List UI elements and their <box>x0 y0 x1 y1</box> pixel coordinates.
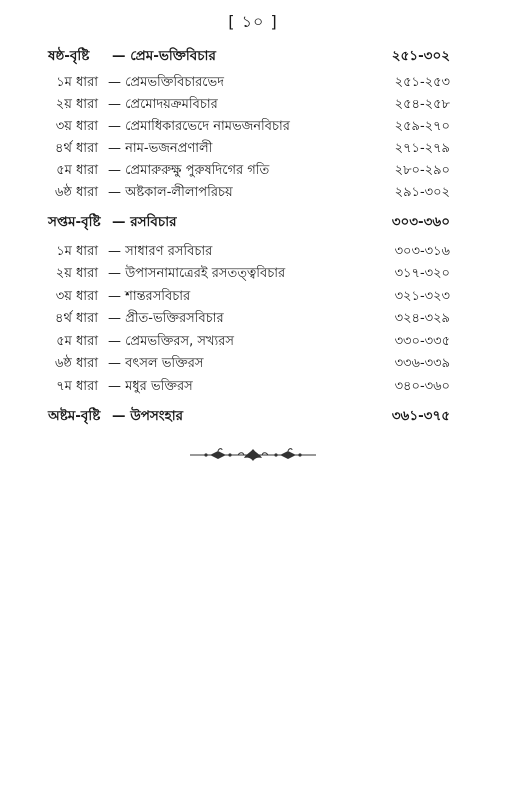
page-number: [ ১০ ] <box>228 12 278 31</box>
toc-item-row <box>0 377 506 397</box>
entry-title: — প্রেমভক্তিবিচারভেদ <box>108 75 224 90</box>
toc-item-row <box>0 183 506 203</box>
toc-item-row <box>0 354 506 374</box>
page-range: ৩৪০-৩৬০ <box>394 379 450 394</box>
toc-item-row <box>0 309 506 329</box>
toc-item-row <box>0 95 506 115</box>
entry-title: — প্রেমোদয়ক্রমবিচার <box>108 97 218 112</box>
entry-title: — প্রেমভক্তিরস, সখ্যরস <box>108 334 234 349</box>
entry-title: — উপাসনামাত্রেরই রসতত্ত্ববিচার <box>108 266 286 281</box>
entry-title: — অষ্টকাল-লীলাপরিচয় <box>108 185 233 200</box>
floral-divider-icon <box>188 446 318 464</box>
entry-title: — বৎসল ভক্তিরস <box>108 356 204 371</box>
toc-item-row <box>0 287 506 307</box>
page-range: ৩২১-৩২৩ <box>394 289 450 304</box>
chapter-label: ২য় ধারা <box>55 266 98 281</box>
entry-title: — প্রীত-ভক্তিরসবিচার <box>108 311 224 326</box>
entry-title: — মধুর ভক্তিরস <box>108 379 193 394</box>
chapter-label: ৩য় ধারা <box>55 289 98 304</box>
chapter-label: ৩য় ধারা <box>55 119 98 134</box>
toc-item-row <box>0 332 506 352</box>
chapter-label: ৭ম ধারা <box>56 379 98 394</box>
page-range: ২৫১-৩০২ <box>391 48 450 64</box>
page-range: ৩২৪-৩২৯ <box>394 311 450 326</box>
page-range: ৩৬১-৩৭৫ <box>391 408 450 424</box>
entry-title: — প্রেমাধিকারভেদে নামভজনবিচার <box>108 119 290 134</box>
toc-section-row <box>0 406 506 426</box>
entry-title: — প্রেম-ভক্তিবিচার <box>112 48 216 64</box>
page-range: ২৫১-২৫৩ <box>394 75 450 90</box>
chapter-label: ১ম ধারা <box>56 75 98 90</box>
chapter-label: ১ম ধারা <box>56 244 98 259</box>
chapter-label: ৬ষ্ঠ ধারা <box>54 356 98 371</box>
toc-item-row <box>0 161 506 181</box>
page-range: ৩৩০-৩৩৫ <box>394 334 450 349</box>
page-range: ৩৩৬-৩৩৯ <box>394 356 450 371</box>
entry-title: — নাম-ভজনপ্রণালী <box>108 141 213 156</box>
toc-item-row <box>0 264 506 284</box>
section-label: ষষ্ঠ-বৃষ্টি <box>48 48 90 64</box>
chapter-label: ৪র্থ ধারা <box>55 141 98 156</box>
page-range: ২৯১-৩০২ <box>394 185 450 200</box>
toc-item-row <box>0 117 506 137</box>
page-range: ৩০৩-৩১৬ <box>394 244 450 259</box>
page-range: ৩১৭-৩২০ <box>394 266 450 281</box>
entry-title: — সাধারণ রসবিচার <box>108 244 213 259</box>
entry-title: — শান্তরসবিচার <box>108 289 191 304</box>
toc-item-row <box>0 242 506 262</box>
chapter-label: ৪র্থ ধারা <box>55 311 98 326</box>
chapter-label: ৬ষ্ঠ ধারা <box>54 185 98 200</box>
chapter-label: ৫ম ধারা <box>56 163 98 178</box>
entry-title: — রসবিচার <box>112 214 177 230</box>
page-range: ৩০৩-৩৬০ <box>391 214 450 230</box>
entry-title: — উপসংহার <box>112 408 184 424</box>
page-range: ২৫৯-২৭০ <box>394 119 450 134</box>
page-range: ২৭১-২৭৯ <box>394 141 450 156</box>
section-label: অষ্টম-বৃষ্টি <box>48 408 101 424</box>
entry-title: — প্রেমারুরুক্ষু পুরুষদিগের গতি <box>108 163 270 178</box>
page-range: ২৫৪-২৫৮ <box>394 97 450 112</box>
toc-section-row <box>0 46 506 66</box>
section-label: সপ্তম-বৃষ্টি <box>48 214 101 230</box>
chapter-label: ২য় ধারা <box>55 97 98 112</box>
page-range: ২৮০-২৯০ <box>394 163 450 178</box>
toc-section-row <box>0 212 506 232</box>
chapter-label: ৫ম ধারা <box>56 334 98 349</box>
toc-item-row <box>0 73 506 93</box>
toc-item-row <box>0 139 506 159</box>
